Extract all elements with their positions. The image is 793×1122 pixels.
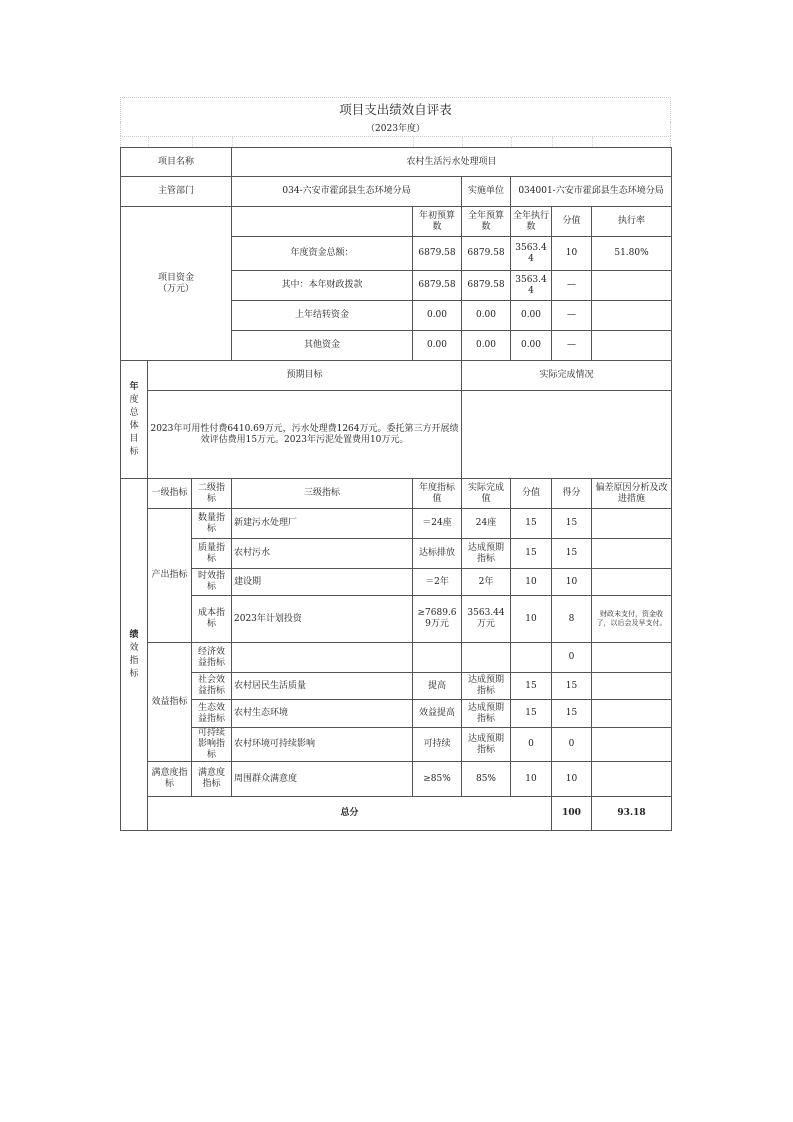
goals-header-row (121, 361, 672, 391)
project-name-value: 农村生活污水处理项目 (232, 148, 672, 177)
indicators-header-target: 年度指标值 (413, 479, 462, 509)
indicator-reason (592, 643, 672, 673)
indicators-header-level3: 三级指标 (232, 479, 413, 509)
evaluation-table (120, 147, 672, 831)
funds-row-score-value: 10 (552, 237, 592, 271)
funds-row-annual: 6879.58 (462, 271, 511, 301)
funds-row-initial: 0.00 (413, 331, 462, 361)
indicator-target: ＝24座 (413, 509, 462, 539)
goals-vertical-label (121, 361, 148, 479)
funds-row-executed: 0.00 (511, 331, 552, 361)
indicator-target: ＝2年 (413, 569, 462, 596)
indicator-reason (592, 762, 672, 797)
goals-label-char: 总 (129, 407, 139, 418)
indicator-level3: 2023年计划投资 (232, 596, 413, 643)
indicators-header-reason: 偏差原因分析及改进措施 (592, 479, 672, 509)
goals-label-char: 标 (129, 446, 139, 457)
goals-actual-text (462, 391, 672, 479)
indicator-target: 可持续 (413, 728, 462, 762)
indicator-score: 15 (552, 509, 592, 539)
funds-row-annual: 0.00 (462, 331, 511, 361)
indicator-score: 15 (552, 673, 592, 700)
goals-content-row (121, 391, 672, 479)
evaluation-sheet (120, 97, 671, 831)
indicator-level3: 农村居民生活质量 (232, 673, 413, 700)
funds-row-rate (592, 331, 672, 361)
indicator-score: 15 (552, 539, 592, 569)
funds-row-initial: 6879.58 (413, 237, 462, 271)
funds-row-rate: 51.80% (592, 237, 672, 271)
indicator-level2: 社会效益指标 (192, 673, 232, 700)
indicator-score-value: 10 (511, 762, 552, 797)
funds-row-label: 上年结转资金 (232, 301, 413, 331)
department-row (121, 177, 672, 207)
funds-row-executed: 3563.44 (511, 271, 552, 301)
indicator-score: 10 (552, 762, 592, 797)
indicator-score-value: 15 (511, 673, 552, 700)
sheet-title: 项目支出绩效自评表 (120, 97, 671, 122)
indicator-row (121, 643, 672, 673)
indicator-score: 8 (552, 596, 592, 643)
indicator-score-value: 15 (511, 509, 552, 539)
indicator-target: 效益提高 (413, 700, 462, 728)
indicator-row (121, 700, 672, 728)
goals-label-char: 目 (129, 433, 139, 444)
indicator-level2: 可持续影响指标 (192, 728, 232, 762)
funds-row-annual: 0.00 (462, 301, 511, 331)
indicators-vertical-label (121, 479, 148, 831)
indicator-reason (592, 509, 672, 539)
benefit-indicator-label: 效益指标 (148, 643, 192, 762)
indicator-target: ≥85% (413, 762, 462, 797)
indicator-reason (592, 569, 672, 596)
funds-row-rate (592, 301, 672, 331)
indicator-level2: 时效指标 (192, 569, 232, 596)
indicator-actual (462, 643, 511, 673)
indicator-level3: 农村污水 (232, 539, 413, 569)
total-score-value: 100 (552, 797, 592, 831)
indicator-level3: 新建污水处理厂 (232, 509, 413, 539)
indicator-level3: 周围群众满意度 (232, 762, 413, 797)
funds-row-executed: 0.00 (511, 301, 552, 331)
indicators-header-level1: 一级指标 (148, 479, 192, 509)
indicators-label-char: 绩 (129, 629, 139, 640)
funds-header-blank (232, 207, 413, 237)
indicator-actual: 达成预期指标 (462, 728, 511, 762)
project-name-label: 项目名称 (121, 148, 232, 177)
indicator-score: 0 (552, 643, 592, 673)
department-value: 034-六安市霍邱县生态环境分局 (232, 177, 462, 207)
indicator-target: 达标排放 (413, 539, 462, 569)
indicator-level2: 成本指标 (192, 596, 232, 643)
indicator-reason (592, 728, 672, 762)
indicator-score-value: 15 (511, 700, 552, 728)
funds-row-initial: 6879.58 (413, 271, 462, 301)
indicator-level3: 农村生态环境 (232, 700, 413, 728)
indicator-score-value: 10 (511, 596, 552, 643)
department-label: 主管部门 (121, 177, 232, 207)
indicator-row (121, 762, 672, 797)
total-label: 总分 (148, 797, 552, 831)
funds-row-label: 其他资金 (232, 331, 413, 361)
funds-header-score-value: 分值 (552, 207, 592, 237)
indicator-row (121, 509, 672, 539)
goals-expected-header: 预期目标 (148, 361, 462, 391)
indicator-reason (592, 539, 672, 569)
implementer-label: 实施单位 (462, 177, 511, 207)
indicators-header-score-value: 分值 (511, 479, 552, 509)
indicator-reason: 财政未支付，资金收了，以后会及早支付。 (592, 596, 672, 643)
funds-row-score-value: — (552, 301, 592, 331)
indicator-row (121, 539, 672, 569)
indicator-reason (592, 673, 672, 700)
indicator-level2: 生态效益指标 (192, 700, 232, 728)
funds-label-line1: 项目资金 (157, 272, 194, 283)
indicator-level2: 满意度指标 (192, 762, 232, 797)
funds-row-rate (592, 271, 672, 301)
indicator-score: 15 (552, 700, 592, 728)
indicator-actual: 达成预期指标 (462, 700, 511, 728)
indicator-score-value (511, 643, 552, 673)
indicator-level3 (232, 643, 413, 673)
indicators-label-char: 标 (129, 668, 139, 679)
indicators-header-score: 得分 (552, 479, 592, 509)
total-score: 93.18 (592, 797, 672, 831)
funds-row-label: 年度资金总额： (232, 237, 413, 271)
goals-label-char: 体 (129, 420, 139, 431)
satisfaction-indicator-label: 满意度指标 (148, 762, 192, 797)
indicator-level2: 数量指标 (192, 509, 232, 539)
indicator-target: 提高 (413, 673, 462, 700)
indicator-score: 0 (552, 728, 592, 762)
funds-row-label: 其中：本年财政拨款 (232, 271, 413, 301)
funds-row-initial: 0.00 (413, 301, 462, 331)
funds-row-score-value: — (552, 331, 592, 361)
indicator-reason (592, 700, 672, 728)
indicator-row (121, 596, 672, 643)
indicator-score: 10 (552, 569, 592, 596)
indicator-actual: 24座 (462, 509, 511, 539)
indicator-score-value: 15 (511, 539, 552, 569)
sheet-year: （2023年度） (120, 122, 671, 136)
funds-header-executed: 全年执行数 (511, 207, 552, 237)
indicator-actual: 达成预期指标 (462, 673, 511, 700)
indicators-header-level2: 二级指标 (192, 479, 232, 509)
indicators-header-row (121, 479, 672, 509)
funds-header-rate: 执行率 (592, 207, 672, 237)
indicator-row (121, 673, 672, 700)
indicator-score-value: 10 (511, 569, 552, 596)
indicator-score-value: 0 (511, 728, 552, 762)
funds-row-score-value: — (552, 271, 592, 301)
funds-header-annual: 全年预算数 (462, 207, 511, 237)
goals-actual-header: 实际完成情况 (462, 361, 672, 391)
indicator-row (121, 569, 672, 596)
goals-expected-text: 2023年可用性付费6410.69万元，污水处理费1264万元。委托第三方开展绩效评估费用15万元。2023年污泥处置费用10万元。 (148, 391, 462, 479)
funds-label (121, 207, 232, 361)
indicator-level2: 质量指标 (192, 539, 232, 569)
indicator-actual: 达成预期指标 (462, 539, 511, 569)
funds-header-initial: 年初预算数 (413, 207, 462, 237)
indicator-actual: 85% (462, 762, 511, 797)
indicator-actual: 3563.44万元 (462, 596, 511, 643)
project-name-row (121, 148, 672, 177)
funds-row-executed: 3563.44 (511, 237, 552, 271)
funds-label-line2: （万元） (157, 283, 194, 294)
indicators-label-char: 指 (129, 655, 139, 666)
output-indicator-label: 产出指标 (148, 509, 192, 643)
indicator-row (121, 728, 672, 762)
indicators-header-actual: 实际完成值 (462, 479, 511, 509)
goals-label-char: 度 (129, 394, 139, 405)
total-row (121, 797, 672, 831)
indicator-actual: 2年 (462, 569, 511, 596)
indicator-target (413, 643, 462, 673)
implementer-value: 034001-六安市霍邱县生态环境分局 (511, 177, 672, 207)
funds-header-row (121, 207, 672, 237)
funds-row-annual: 6879.58 (462, 237, 511, 271)
spreadsheet-gridline-row (120, 136, 671, 147)
indicator-level3: 农村环境可持续影响 (232, 728, 413, 762)
indicator-level2: 经济效益指标 (192, 643, 232, 673)
indicator-target: ≥7689.69万元 (413, 596, 462, 643)
goals-label-char: 年 (129, 381, 139, 392)
indicators-label-char: 效 (129, 642, 139, 653)
indicator-level3: 建设期 (232, 569, 413, 596)
